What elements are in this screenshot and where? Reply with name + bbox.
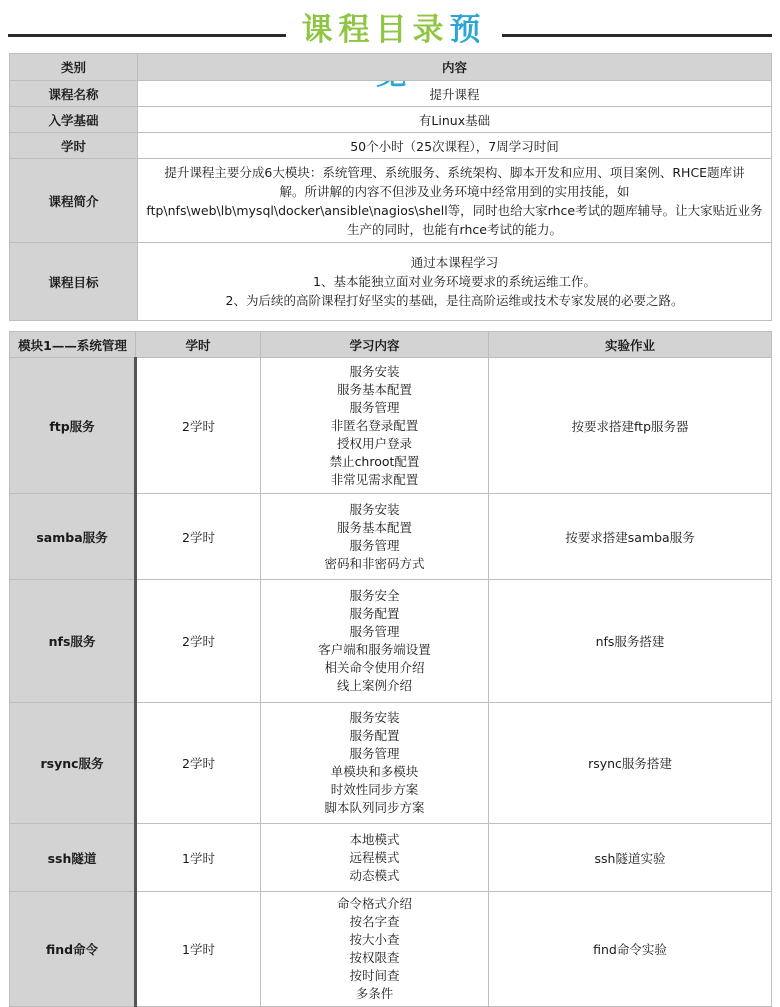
content-item: 非常见需求配置 [330,471,419,487]
module-table [9,331,772,1007]
module-name: samba服务 [10,494,136,580]
module-row-find [10,892,772,1007]
module-row-rsync [10,703,772,824]
intro-line: 解。所讲解的内容不但涉及业务环境中经常用到的实用技能，如 [279,183,630,199]
info-value: 有Linux基础 [138,107,772,133]
content-item: 服务管理 [349,746,400,761]
content-item: 按权限查 [349,950,400,965]
info-label: 入学基础 [10,107,138,133]
info-row-hours [10,133,772,159]
content-item: 服务基本配置 [336,381,412,397]
module-name: nfs服务 [10,580,136,703]
content-item: 密码和非密码方式 [324,555,425,571]
content-item: 授权用户登录 [336,435,412,451]
goal-text [138,243,772,321]
module-header-hours: 学时 [136,332,261,358]
course-info-table [9,53,772,321]
content-item: 服务管理 [349,399,400,415]
intro-line: 提升课程主要分成6大模块：系统管理、系统服务、系统架构、脚本开发和应用、项目案例、RHCE题库讲 [164,164,745,180]
content-item: 服务安装 [349,363,400,379]
module-header-homework: 实验作业 [489,332,772,358]
content-item: 服务安全 [349,588,400,603]
module-row-ftp [10,358,772,494]
info-row-course-name [10,81,772,107]
info-row-intro [10,159,772,243]
title-rule-left [8,34,286,37]
module-homework: rsync服务搭建 [489,703,772,824]
module-content [261,580,489,703]
module-homework: 按要求搭建samba服务 [489,494,772,580]
content-item: 本地模式 [349,831,400,847]
content-item: 服务管理 [349,624,400,639]
info-value: 50个小时（25次课程），7周学习时间 [138,133,772,159]
module-homework: find命令实验 [489,892,772,1007]
content-item: 脚本队列同步方案 [324,800,425,815]
intro-line: ftp\nfs\web\lb\mysql\docker\ansible\nagios\shell等，同时也给大家rhce考试的题库辅导。让大家贴近业务 [146,202,763,218]
info-label: 课程简介 [10,159,138,243]
goal-line: 2、为后续的高阶课程打好坚实的基础，是往高阶运维或技术专家发展的必要之路。 [225,293,684,308]
module-row-samba [10,494,772,580]
module-hours: 2学时 [136,580,261,703]
module-content [261,494,489,580]
info-label: 学时 [10,133,138,159]
content-item: 按大小查 [349,932,400,947]
module-row-ssh [10,824,772,892]
info-value: 提升课程 [138,81,772,107]
module-name: ssh隧道 [10,824,136,892]
content-item: 服务基本配置 [336,519,412,535]
module-content [261,703,489,824]
info-row-prerequisite [10,107,772,133]
intro-text [138,159,772,243]
content-item: 客户端和服务端设置 [318,642,431,657]
info-label: 课程名称 [10,81,138,107]
content-item: 服务安装 [349,710,400,725]
title-banner [0,0,780,50]
module-hours: 2学时 [136,494,261,580]
module-homework: nfs服务搭建 [489,580,772,703]
content-item: 单模块和多模块 [330,764,419,779]
info-row-goal [10,243,772,321]
content-item: 远程模式 [349,849,400,865]
content-item: 服务安装 [349,501,400,517]
content-item: 命令格式介绍 [336,896,412,911]
content-item: 服务配置 [349,728,400,743]
intro-line: 生产的同时，也能有rhce考试的能力。 [347,221,562,237]
goal-line: 1、基本能独立面对业务环境要求的系统运维工作。 [313,274,596,289]
info-header-content: 内容 [138,54,772,81]
content-item: 非匿名登录配置 [330,417,419,433]
content-item: 禁止chroot配置 [329,453,420,469]
content-item: 多条件 [355,986,394,1001]
module-hours: 1学时 [136,892,261,1007]
module-content [261,892,489,1007]
module-header-module: 模块1——系统管理 [10,332,136,358]
module-header-content: 学习内容 [261,332,489,358]
content-item: 相关命令使用介绍 [324,660,425,675]
title-rule-right [502,34,772,37]
module-content [261,358,489,494]
module-hours: 2学时 [136,703,261,824]
content-item: 动态模式 [349,867,400,883]
content-item: 按名字查 [349,914,400,929]
content-item: 服务管理 [349,537,400,553]
content-item: 时效性同步方案 [330,782,419,797]
content-item: 线上案例介绍 [336,678,412,693]
module-header-row [10,332,772,358]
info-header-category: 类别 [10,54,138,81]
page-title: 课程目录预 [301,12,487,48]
module-name: find命令 [10,892,136,1007]
module-homework: 按要求搭建ftp服务器 [489,358,772,494]
module-homework: ssh隧道实验 [489,824,772,892]
module-row-nfs [10,580,772,703]
info-header-row [10,54,772,81]
module-name: rsync服务 [10,703,136,824]
module-name: ftp服务 [10,358,136,494]
module-hours: 1学时 [136,824,261,892]
info-label: 课程目标 [10,243,138,321]
content-item: 按时间查 [349,968,400,983]
module-hours: 2学时 [136,358,261,494]
module-content [261,824,489,892]
goal-line: 通过本课程学习 [410,255,499,270]
content-item: 服务配置 [349,606,400,621]
